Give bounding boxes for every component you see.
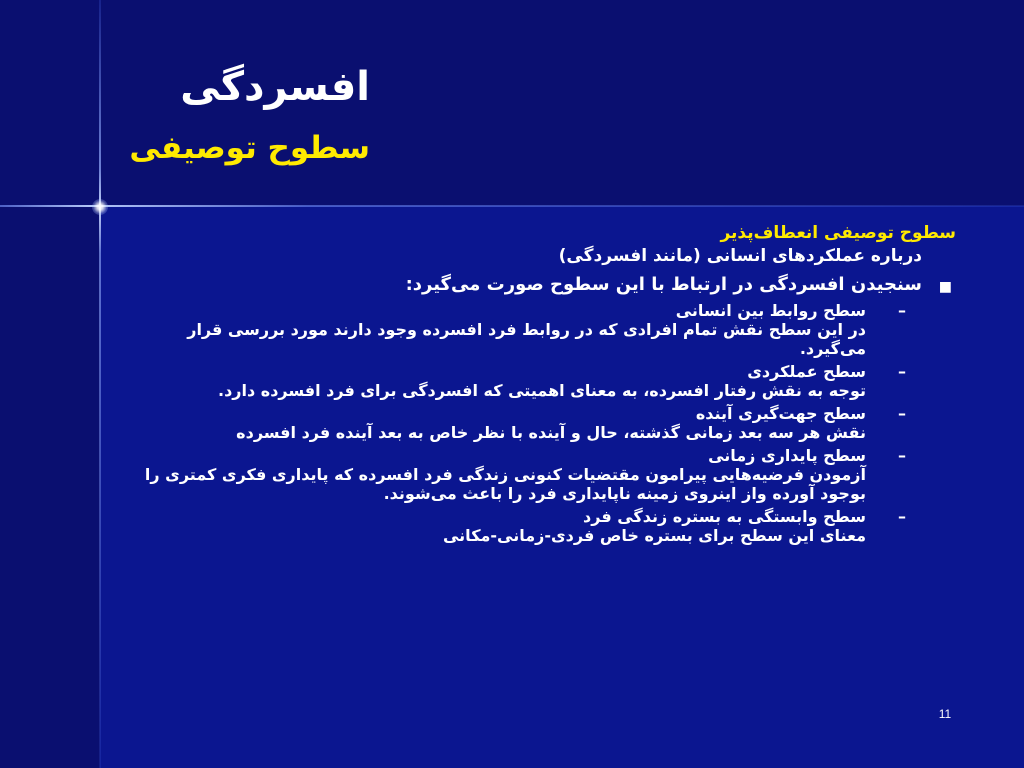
list-item-title: سطح وابستگی به بستره زندگی فرد bbox=[583, 507, 866, 526]
list-item-description: توجه به نقش رفتار افسرده، به معنای اهمیتی که افسردگی برای فرد افسرده دارد. bbox=[217, 381, 866, 400]
list-item-description: آزمودن فرضیه‌هایی پیرامون مقتضیات کنونی زندگی فرد افسرده که پایداری فکری کمتری را بوجود آورده واز اینروی زمینه ناپایداری فرد را باعث می‌شوند. bbox=[144, 465, 866, 503]
list-item bbox=[120, 404, 956, 442]
slide-title: افسردگی bbox=[180, 64, 370, 110]
intro-heading: سطوح توصیفی انعطاف‌پذیر bbox=[720, 223, 956, 243]
list-item bbox=[120, 301, 956, 358]
list-item-title: سطح جهت‌گیری آینده bbox=[695, 404, 866, 423]
list-item bbox=[120, 446, 956, 503]
dash-icon: – bbox=[898, 404, 906, 423]
square-bullet-icon: ■ bbox=[938, 279, 952, 295]
horizontal-divider bbox=[0, 205, 1024, 207]
dash-icon: – bbox=[898, 507, 906, 526]
list-item-title: سطح روابط بین انسانی bbox=[675, 301, 866, 320]
dash-icon: – bbox=[898, 446, 906, 465]
bullet-item bbox=[120, 273, 956, 297]
list-item-description: در این سطح نقش تمام افرادی که در روابط فرد افسرده وجود دارند مورد بررسی قرار می‌گیرد. bbox=[187, 320, 866, 358]
list-item-description: معنای این سطح برای بستره خاص فردی-زمانی-مکانی bbox=[442, 526, 866, 545]
list-item bbox=[120, 507, 956, 545]
list-item-title: سطح عملکردی bbox=[747, 362, 866, 381]
list-item-description: نقش هر سه بعد زمانی گذشته، حال و آینده با نظر خاص به بعد آینده فرد افسرده bbox=[236, 423, 866, 442]
list-item-title: سطح پایداری زمانی bbox=[708, 446, 866, 465]
slide-body bbox=[120, 222, 956, 545]
vertical-divider bbox=[99, 0, 101, 768]
dash-icon: – bbox=[898, 362, 906, 381]
bullet-text: سنجیدن افسردگی در ارتباط با این سطوح صورت می‌گیرد: bbox=[405, 274, 922, 295]
page-number: 11 bbox=[938, 707, 952, 721]
list-item bbox=[120, 362, 956, 400]
intro-text: درباره عملکردهای انسانی (مانند افسردگی) bbox=[558, 246, 922, 266]
dash-icon: – bbox=[898, 301, 906, 320]
slide-subtitle: سطوح توصیفی bbox=[129, 130, 370, 166]
sparkle-icon bbox=[92, 199, 108, 215]
